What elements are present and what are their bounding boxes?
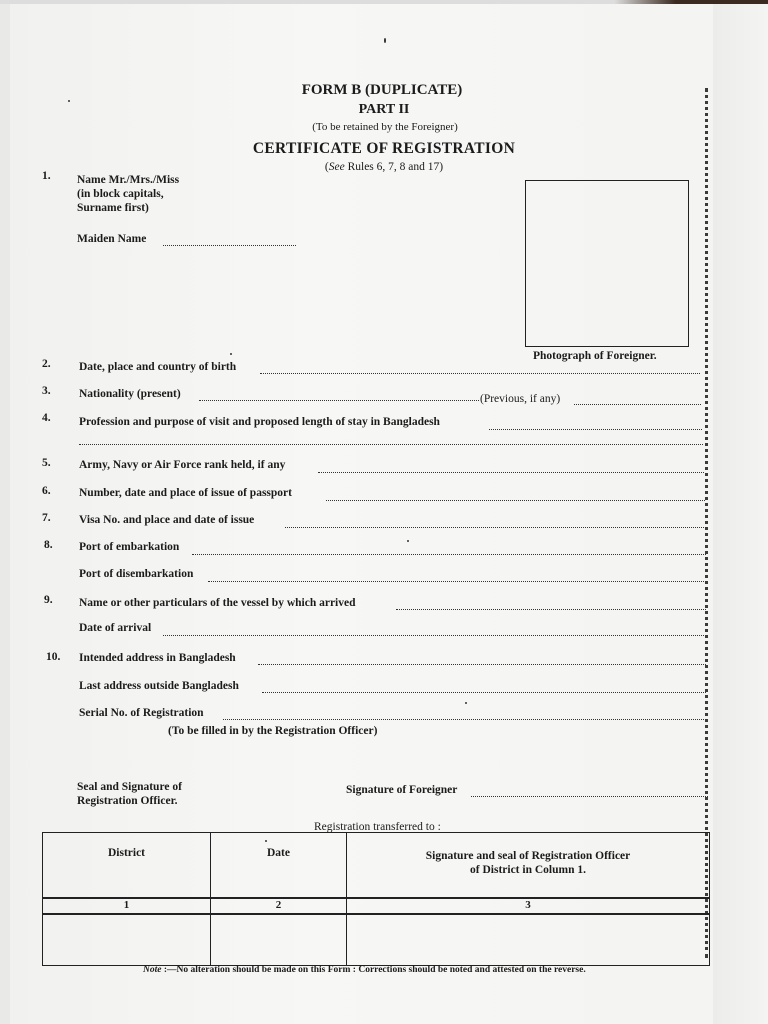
column-number-1: 1 <box>43 898 211 914</box>
profession-field[interactable] <box>489 429 702 430</box>
passport-label: Number, date and place of issue of passport <box>79 487 292 499</box>
scan-speck <box>68 100 70 102</box>
disembarkation-field[interactable] <box>208 581 706 582</box>
item-number-4: 4. <box>42 412 51 424</box>
certificate-title: CERTIFICATE OF REGISTRATION <box>252 140 516 157</box>
date-cell[interactable] <box>211 914 347 966</box>
footer-note: Note :—No alteration should be made on this Form : Corrections should be noted and attested on the reverse. <box>143 965 586 975</box>
scan-speck <box>465 702 467 704</box>
signature-seal-header: Signature and seal of Registration Officer of District in Column 1. <box>347 833 710 899</box>
nationality-label: Nationality (present) <box>79 388 181 400</box>
address-bangladesh-field[interactable] <box>258 664 706 665</box>
scan-speck <box>265 840 267 842</box>
serial-number-label: Serial No. of Registration <box>79 707 204 719</box>
transfer-table <box>42 832 710 966</box>
serial-number-field[interactable] <box>223 719 706 720</box>
visa-field[interactable] <box>285 527 706 528</box>
item-number-3: 3. <box>42 385 51 397</box>
item-number-1: 1. <box>42 170 51 182</box>
item-number-6: 6. <box>42 485 51 497</box>
vessel-label: Name or other particulars of the vessel by which arrived <box>79 597 356 609</box>
item-number-8: 8. <box>44 539 53 551</box>
rules-reference: (See Rules 6, 7, 8 and 17) <box>324 161 444 173</box>
item-number-2: 2. <box>42 358 51 370</box>
page-top-edge <box>0 0 768 4</box>
item-number-9: 9. <box>44 594 53 606</box>
date-header: Date <box>211 833 347 899</box>
passport-field[interactable] <box>326 500 705 501</box>
embarkation-label: Port of embarkation <box>79 541 180 553</box>
retained-note: (To be retained by the Foreigner) <box>312 121 458 133</box>
profession-field-line-2[interactable] <box>79 444 703 445</box>
army-rank-label: Army, Navy or Air Force rank held, if any <box>79 459 286 471</box>
column-number-3: 3 <box>347 898 710 914</box>
district-header: District <box>43 833 211 899</box>
photograph-box <box>525 180 689 347</box>
profession-label: Profession and purpose of visit and proposed length of stay in Bangladesh <box>79 416 440 428</box>
vessel-field[interactable] <box>396 609 706 610</box>
signature-seal-cell[interactable] <box>347 914 710 966</box>
district-cell[interactable] <box>43 914 211 966</box>
foreigner-signature-field[interactable] <box>471 796 708 797</box>
scan-speck <box>230 353 232 355</box>
item-number-5: 5. <box>42 457 51 469</box>
previous-nationality-label: (Previous, if any) <box>480 393 561 405</box>
perforation-line <box>705 88 708 958</box>
maiden-name-label: Maiden Name <box>77 233 147 245</box>
army-rank-field[interactable] <box>318 472 704 473</box>
disembarkation-label: Port of disembarkation <box>79 568 194 580</box>
foreigner-signature-label: Signature of Foreigner <box>346 784 458 796</box>
item-number-7: 7. <box>42 512 51 524</box>
photograph-label: Photograph of Foreigner. <box>533 350 657 362</box>
arrival-date-field[interactable] <box>163 635 706 636</box>
address-outside-field[interactable] <box>262 692 706 693</box>
nationality-field[interactable] <box>199 400 479 401</box>
birth-label: Date, place and country of birth <box>79 361 237 373</box>
form-title: FORM B (DUPLICATE) <box>301 82 463 98</box>
scan-speck <box>384 38 386 43</box>
transfer-heading: Registration transferred to : <box>314 821 441 833</box>
address-bangladesh-label: Intended address in Bangladesh <box>79 652 236 664</box>
address-outside-label: Last address outside Bangladesh <box>79 680 239 692</box>
seal-signature-label: Seal and Signature of Registration Officer. <box>77 781 182 807</box>
birth-field[interactable] <box>260 373 700 374</box>
maiden-name-field[interactable] <box>163 245 296 246</box>
arrival-date-label: Date of arrival <box>79 622 152 634</box>
item-number-10: 10. <box>46 651 61 663</box>
filled-by-note: (To be filled in by the Registration Officer) <box>168 725 378 737</box>
previous-nationality-field[interactable] <box>574 404 701 405</box>
visa-label: Visa No. and place and date of issue <box>79 514 255 526</box>
column-number-2: 2 <box>211 898 347 914</box>
scan-speck <box>407 540 409 542</box>
name-label: Name Mr./Mrs./Miss (in block capitals, Surname first) <box>77 174 180 214</box>
form-part: PART II <box>358 102 410 117</box>
embarkation-field[interactable] <box>192 554 706 555</box>
